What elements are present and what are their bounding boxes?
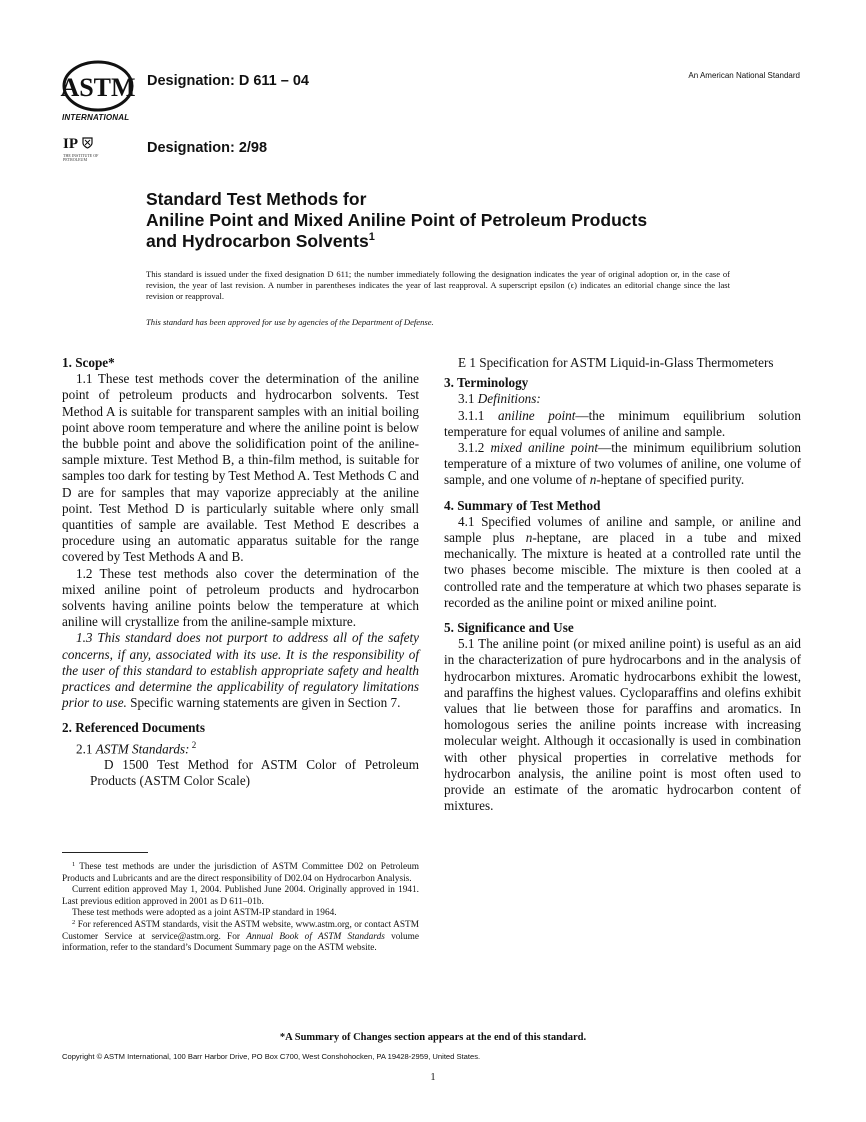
summary-heading: 4. Summary of Test Method [444,497,601,513]
left-column [62,355,419,790]
ip-logo-text: IP [63,136,78,152]
definition-mixed-aniline-point-a: —the minimum equilibrium solution temperature of a mixture of two volumes of aniline, one volume of sample, and one volume of [444,440,802,488]
paragraph-3-1-num: 3.1 [458,391,478,407]
paragraph-1-1: 1.1 These test methods cover the determination of the aniline point of petroleum products and hydrocarbon solvents. Test Method A is suitable for transparent samples with an initial boiling point above room temperature and where the aniline point is below the bubble point and above the solidification point of the aniline-sample mixture. Test Method B, a thin-film method, is suitable for samples too dark for testing by Test Method A. Test Methods C and D are for samples that may vaporize appreciably at the aniline point. Test Method D is particularly suitable where only small quantities of sample are available. Test Method E describes a procedure using an automatic apparatus suitable for the range covered by Test Methods A and B. [62,371,419,565]
ip-institute-text: THE INSTITUTE OF PETROLEUM [63,153,99,162]
paragraph-3-1-1 [444,408,801,440]
scope-heading: 1. Scope* [62,355,115,370]
astm-logo [60,60,138,126]
astm-logo-text: ASTM [60,73,136,102]
document-title [146,189,766,252]
page-number: 1 [430,1072,436,1083]
footnote-2-mark-bottom: 2 [72,918,76,926]
term-mixed-aniline-point: mixed aniline point [490,440,598,456]
paragraph-4-1-b: -heptane, are placed in a tube and mixed mechanically. The mixture is heated at a controlled rate until the two phases become miscible. The mixture is then cooled at a controlled rate and the temperature at which two phases separate is recorded as the aniline point or mixed aniline point. [444,530,801,610]
footnote-1 [62,862,419,885]
issued-notice: This standard is issued under the fixed designation D 611; the number immediately following the designation indicates the year of original adoption or, in the case of revision, the year of last revision. A number in parentheses indicates the year of last reapproval. A superscript epsilon (ϵ) indicates an editorial change since the last revision or reapproval. [146,269,730,301]
footnotes [62,862,419,955]
national-standard-label: An American National Standard [688,71,800,80]
shield-icon [82,137,93,149]
n-heptane-prefix-2: n [525,530,533,546]
paragraph-4-1 [444,514,801,611]
footnote-1-mark: 1 [72,861,76,868]
paragraph-3-1-2 [444,440,801,489]
astm-logo-icon [60,60,136,112]
ip-logo [63,135,108,175]
designation-ip: Designation: 2/98 [147,140,268,156]
footnote-2-text-b: volume information, refer to the standard’s Document Summary page on the ASTM website. [62,931,419,954]
title-line-1: Standard Test Methods for [146,189,367,209]
paragraph-3-1-1-num: 3.1.1 [458,407,499,423]
paragraph-1-3 [62,630,419,711]
footnote-joint-standard: These test methods were adopted as a joint ASTM-IP standard in 1964. [72,908,337,919]
safety-statement: 1.3 This standard does not purport to address all of the safety concerns, if any, associated with its use. It is the responsibility of the user of this standard to establish appropriate safety and health practices and determine the applicability of regulatory limitations prior to use. [62,630,419,711]
paragraph-4-1-a: 4.1 Specified volumes of aniline and sample, or aniline and sample plus [444,513,801,546]
definitions-label: Definitions: [477,391,541,407]
title-footnote-mark: 1 [368,231,375,243]
n-heptane-prefix: n [589,472,597,488]
right-column [444,355,801,814]
dod-notice: This standard has been approved for use by agencies of the Department of Defense. [146,317,434,327]
title-line-2: Aniline Point and Mixed Aniline Point of Petroleum Products [146,210,648,230]
reference-e1: E 1 Specification for ASTM Liquid-in-Glass Thermometers [458,355,774,370]
title-line-3 [146,231,766,252]
footnote-2-text-a: For referenced ASTM standards, visit the ASTM website, www.astm.org, or contact ASTM Customer Service at service@astm.org. For [62,919,419,942]
astm-standards-label: ASTM Standards: [95,741,190,757]
designation: Designation: D 611 – 04 [147,73,309,89]
astm-logo-subtext: INTERNATIONAL [62,113,130,122]
footnote-2-mark: 2 [189,739,197,750]
safety-statement-rest: Specific warning statements are given in Section 7. [126,695,401,711]
terminology-heading: 3. Terminology [444,375,529,391]
title-line-3-text: and Hydrocarbon Solvents [146,231,369,251]
footnote-1-text: These test methods are under the jurisdiction of ASTM Committee D02 on Petroleum Products and Lubricants and are the direct responsibility of D02.04 on Hydrocarbon Analysis. [62,862,420,884]
copyright: Copyright © ASTM International, 100 Barr Harbor Drive, PO Box C700, West Conshohocken, PA 19428-2959, United States. [62,1052,481,1061]
paragraph-3-1 [444,391,801,407]
footnote-2-italic: Annual Book of ASTM Standards [246,931,385,942]
footnote-current-edition: Current edition approved May 1, 2004. Published June 2004. Originally approved in 1941. Last previous edition approved in 2001 as D 611–01b. [62,885,419,907]
referenced-documents-heading: 2. Referenced Documents [62,720,205,736]
paragraph-2-1-num: 2.1 [76,741,96,757]
significance-heading: 5. Significance and Use [444,620,574,636]
paragraph-1-2: 1.2 These test methods also cover the determination of the mixed aniline point of petroleum products and hydrocarbon solvents having aniline points below the temperature at which aniline will crystallize from the aniline-sample mixture. [62,565,419,630]
definition-aniline-point: —the minimum equilibrium solution temperature for equal volumes of aniline and sample. [444,407,801,439]
paragraph-5-1: 5.1 The aniline point (or mixed aniline point) is useful as an aid in the characterization of pure hydrocarbons and in the analysis of hydrocarbon mixtures. Aromatic hydrocarbons exhibit the lowest, and paraffins the highest values. Cycloparaffins and olefins exhibit values that lie between those for paraffins and aromatics. In homologous series the aniline points increase with increasing molecular weight. Although it occasionally is used in combination with other physical properties in correlative methods for hydrocarbon analysis, the aniline point is most often used to provide an estimate of the aromatic hydrocarbon content of mixtures. [444,636,801,814]
summary-of-changes-note: *A Summary of Changes section appears at the end of this standard. [279,1032,587,1043]
footnote-2 [62,920,419,955]
term-aniline-point: aniline point [498,407,576,423]
footnote-divider [62,852,148,853]
reference-d1500: D 1500 Test Method for ASTM Color of Petroleum Products (ASTM Color Scale) [90,757,419,789]
definition-mixed-aniline-point-b: -heptane of specified purity. [596,472,745,488]
paragraph-3-1-2-num: 3.1.2 [458,440,491,456]
paragraph-2-1 [62,737,419,758]
